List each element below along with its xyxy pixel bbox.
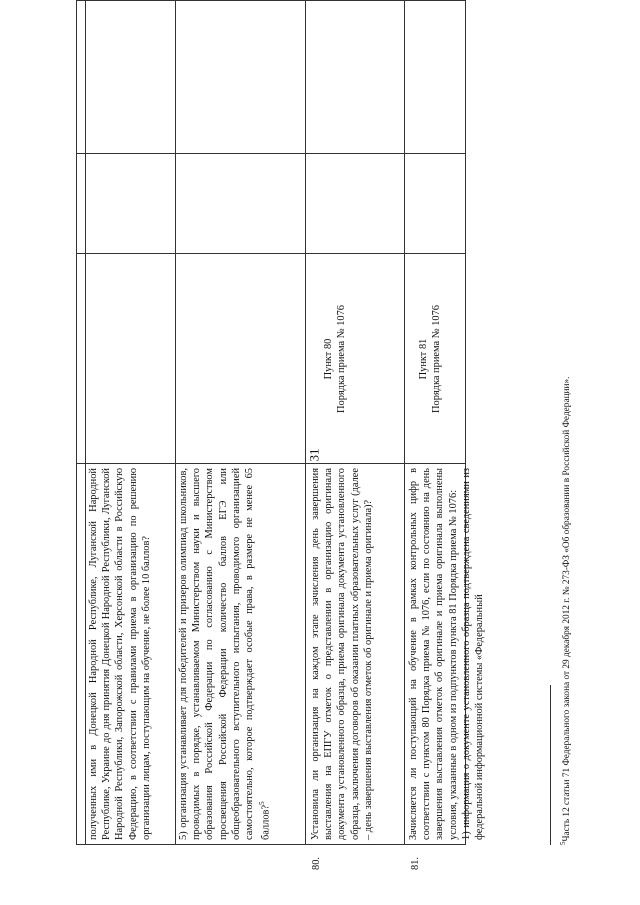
legal-reference	[417, 258, 443, 460]
rotated-page-content	[76, 0, 573, 870]
reference-point: Пункт 80	[323, 338, 334, 380]
question-text-continued: 1) информация о документе установленного образца подтверждена сведениями из федеральной информационной системы «Федеральный	[460, 468, 486, 840]
table-row	[177, 468, 303, 840]
legal-reference	[322, 258, 348, 460]
checklist-table	[76, 0, 486, 870]
question-text: Зачисляется ли поступающий на обучение в рамках контрольных цифр в соответствии с пунктом 80 Порядка приема № 1076, если по состоянию на день завершения выставления отметок об оригинале и приема оригинала выполнены условия, указанные в одном из подпунктов пункта 81 Порядка приема № 1076:	[408, 468, 459, 840]
question-text: 5) организация устанавливает для победителей и призеров олимпиад школьников, проводимых в порядке, устанавливаемом Министерством науки и высшего образования Российской Федерации по согласованию с Министерством просвещения Российской Федерации количество баллов ЕГЭ или общеобразовательного вступительного испытания, проводимого организацией самостоятельно, которое подтверждает особые права, в размере не менее 65 баллов?$^5$	[178, 468, 272, 840]
reference-document: Порядка приема № 1076	[431, 305, 442, 413]
reference-point: Пункт 81	[418, 338, 429, 380]
page-number: 31	[306, 448, 322, 462]
footnote	[559, 377, 572, 845]
table-row-divider	[85, 1, 86, 844]
question-text: Установила ли организация на каждом этапе зачисления день завершения выставления на ЕПГУ отметок о представлении в организацию оригинала документа установленного образца, приема оригинала документа установленного образца, заключения договоров об оказании платных образовательных услуг (далее – день завершения выставления отметок об оригинале и приема оригинала)?	[310, 468, 374, 840]
table-row	[407, 468, 486, 840]
footnote-text: Часть 12 статьи 71 Федерального закона от 29 декабря 2012 г. № 273-ФЗ «Об образовании в Российской Федерации».	[562, 376, 573, 842]
table-row	[87, 468, 173, 840]
table-column-divider	[77, 463, 465, 464]
row-number: 81.	[410, 857, 421, 870]
table-row-divider	[175, 1, 176, 844]
table-row-divider	[404, 1, 405, 844]
footnote-mark: 5	[559, 841, 567, 845]
footnote-reference: 5	[258, 801, 267, 805]
question-text: полученных ими в Донецкой Народной Республике, Луганской Народной Республике, Украине до дня принятия Донецкой Народной Республики, Луганской Народной Республики, Запорожской области, Херсонской области в Российскую Федерацию, в соответствии с правилами приема в организацию по решению организации лицам, поступающим на обучение, не более 10 баллов?	[88, 468, 152, 840]
footnote-separator	[550, 685, 551, 845]
row-number: 80.	[311, 857, 322, 870]
table-column-divider	[77, 253, 465, 254]
table-row-divider	[305, 1, 306, 844]
table-column-divider	[77, 153, 465, 154]
reference-document: Порядка приема № 1076	[336, 305, 347, 413]
table-row	[309, 468, 403, 840]
